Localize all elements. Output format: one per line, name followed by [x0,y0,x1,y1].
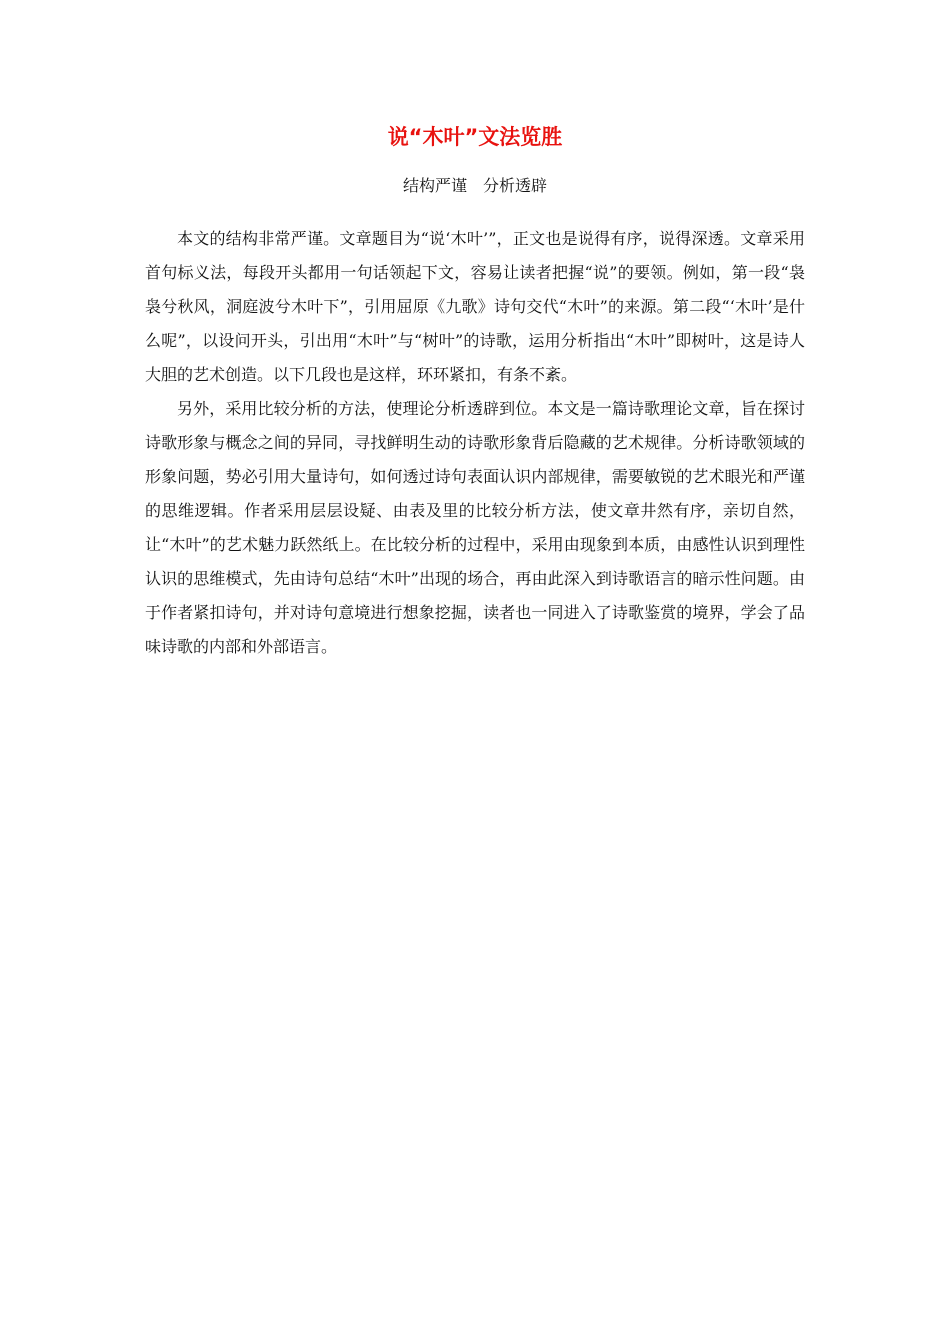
body-paragraph-1: 本文的结构非常严谨。文章题目为“说‘木叶’”，正文也是说得有序，说得深透。文章采用首句标义法，每段开头都用一句话领起下文，容易让读者把握“说”的要领。例如，第一段“袅袅兮秋风，洞庭波兮木叶下”，引用屈原《九歌》诗句交代“木叶”的来源。第二段“‘木叶’是什么呢”，以设问开头，引出用“木叶”与“树叶”的诗歌，运用分析指出“木叶”即树叶，这是诗人大胆的艺术创造。以下几段也是这样，环环紧扣，有条不紊。 [145,229,805,384]
document-subtitle: 结构严谨 分析透辟 [402,176,547,195]
document-body [145,222,805,664]
body-paragraph-2: 另外，采用比较分析的方法，使理论分析透辟到位。本文是一篇诗歌理论文章，旨在探讨诗歌形象与概念之间的异同，寻找鲜明生动的诗歌形象背后隐藏的艺术规律。分析诗歌领域的形象问题，势必引用大量诗句，如何透过诗句表面认识内部规律，需要敏锐的艺术眼光和严谨的思维逻辑。作者采用层层设疑、由表及里的比较分析方法，使文章井然有序，亲切自然，让“木叶”的艺术魅力跃然纸上。在比较分析的过程中，采用由现象到本质，由感性认识到理性认识的思维模式，先由诗句总结“木叶”出现的场合，再由此深入到诗歌语言的暗示性问题。由于作者紧扣诗句，并对诗句意境进行想象挖掘，读者也一同进入了诗歌鉴赏的境界，学会了品味诗歌的内部和外部语言。 [145,399,805,656]
document-title: 说“木叶”文法览胜 [387,125,563,149]
